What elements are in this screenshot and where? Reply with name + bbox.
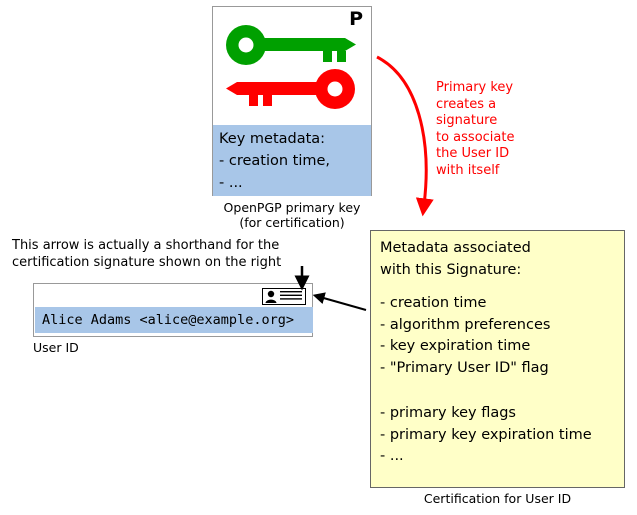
certification-item: - algorithm preferences — [380, 316, 551, 333]
key-metadata-line: - creation time, — [219, 153, 331, 169]
key-metadata-line: - ... — [219, 175, 243, 191]
red-annotation-line: to associate — [436, 129, 515, 145]
key-metadata-box — [213, 125, 371, 196]
certification-heading-line: Metadata associated — [380, 240, 531, 256]
certification-card — [370, 230, 625, 488]
red-curved-arrow — [377, 57, 426, 205]
spacer — [380, 281, 624, 293]
primary-key-card — [212, 6, 372, 196]
certification-item: - creation time — [380, 295, 487, 311]
certification-heading-line: with this Signature: — [380, 261, 522, 278]
arrow-shorthand-note — [12, 238, 322, 271]
primary-key-letter: P — [349, 8, 363, 30]
red-annotation-line: creates a — [436, 96, 497, 112]
spacer — [380, 391, 624, 403]
certification-item: - primary key expiration time — [380, 426, 592, 443]
red-annotation-line: the User ID — [436, 146, 510, 161]
certification-to-user-id-arrow — [320, 297, 366, 310]
arrow-shorthand-note-line: certification signature shown on the right — [12, 254, 282, 270]
spacer — [380, 379, 624, 391]
certification-item: - primary key flags — [380, 405, 516, 421]
red-annotation-text — [436, 80, 536, 179]
red-annotation-line: signature — [436, 113, 498, 128]
certification-caption: Certification for User ID — [423, 491, 572, 506]
primary-key-caption — [212, 200, 372, 230]
key-metadata-line: Key metadata: — [219, 131, 326, 147]
primary-key-caption-line: OpenPGP primary key — [223, 200, 361, 215]
contact-card-icon — [262, 288, 306, 305]
certification-item: - ... — [380, 448, 404, 464]
certification-item: - key expiration time — [380, 338, 531, 354]
certification-item: - "Primary User ID" flag — [380, 359, 549, 376]
primary-key-caption-line: (for certification) — [239, 215, 345, 230]
arrow-shorthand-note-line: This arrow is actually a shorthand for the — [12, 238, 280, 253]
key-pair-illustration — [213, 7, 371, 125]
red-key-icon — [226, 69, 355, 109]
green-key-icon — [226, 25, 356, 65]
user-id-value: Alice Adams <alice@example.org> — [35, 307, 313, 333]
red-annotation-line: Primary key — [436, 80, 514, 95]
user-id-caption: User ID — [33, 340, 79, 355]
user-id-card — [33, 283, 313, 337]
red-annotation-line: with itself — [436, 162, 500, 178]
